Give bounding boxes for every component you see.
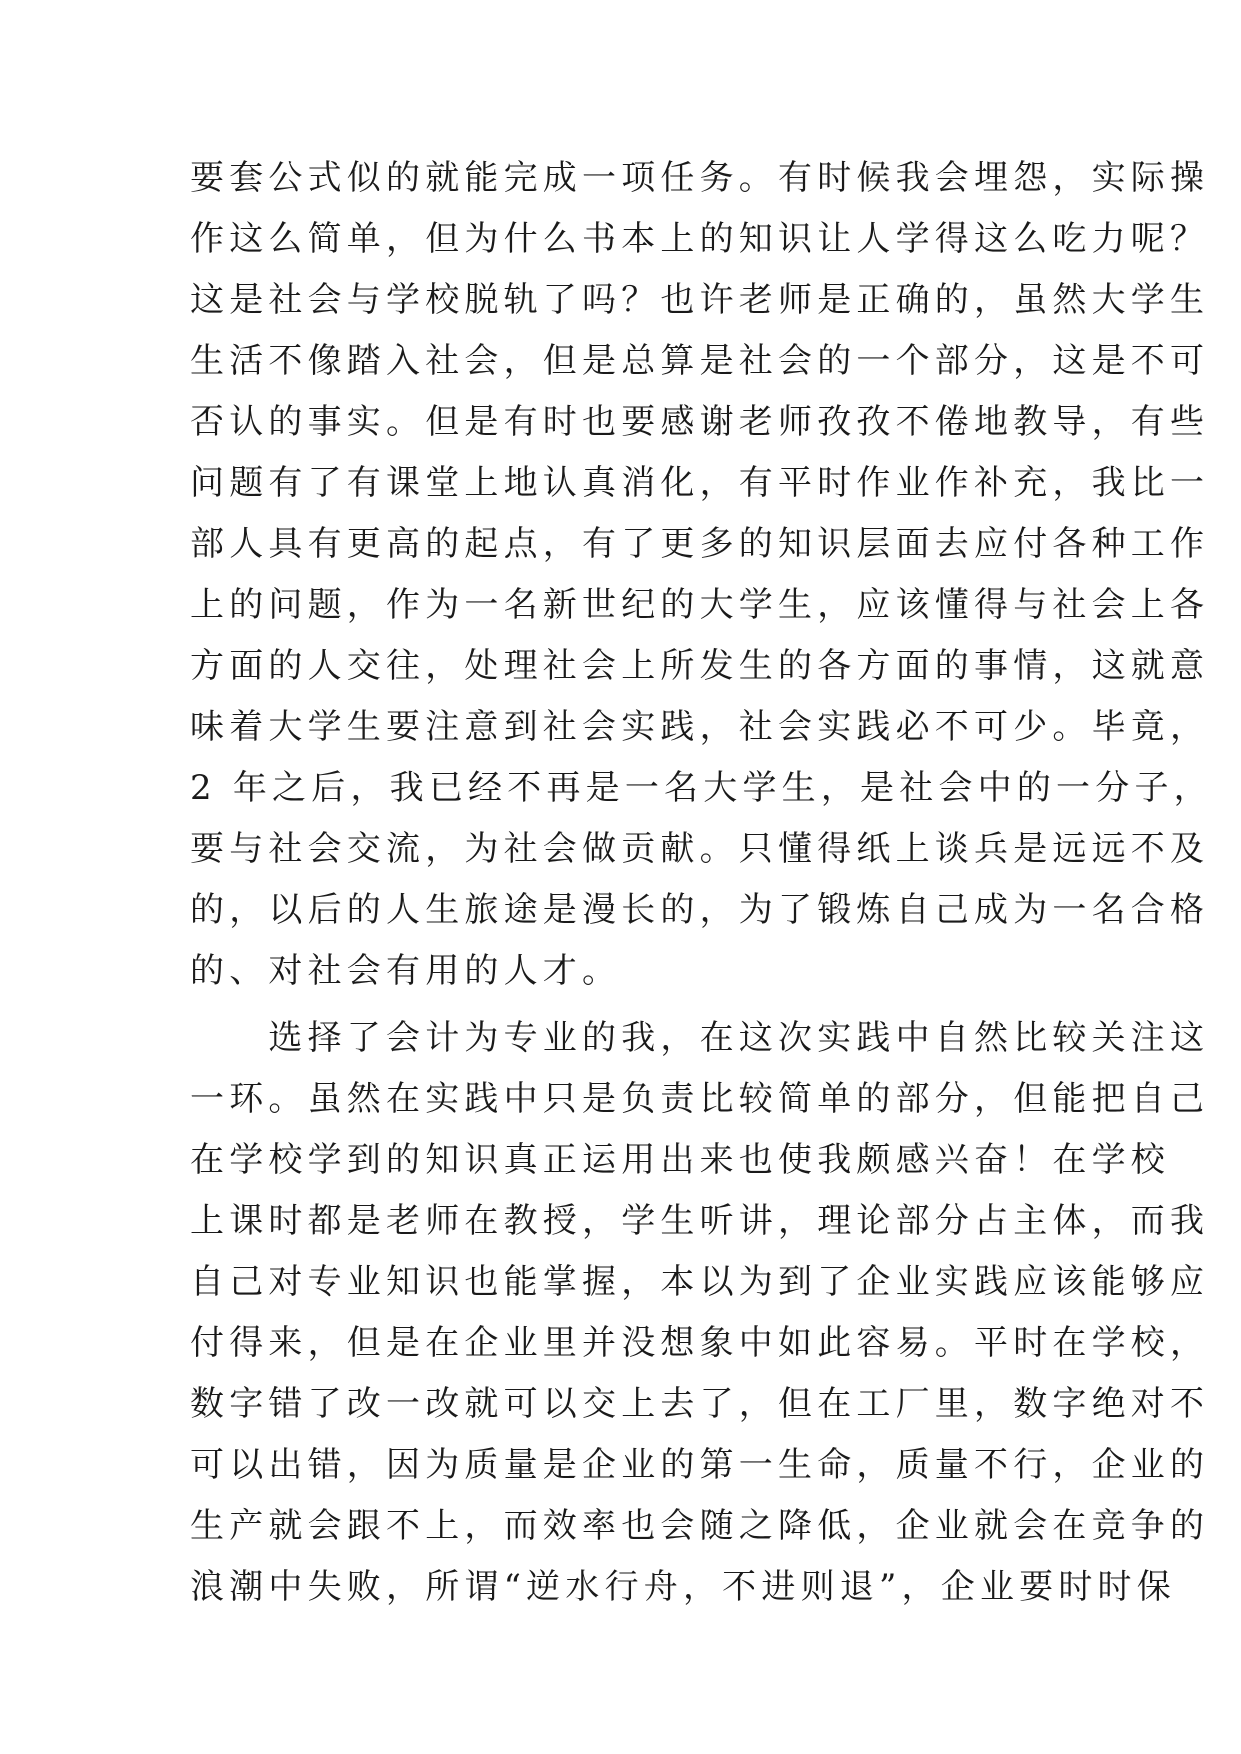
text-line: 2 年之后，我已经不再是一名大学生，是社会中的一分子， <box>190 768 1213 808</box>
paragraph <box>190 148 1213 1002</box>
text-line: 的、对社会有用的人才。 <box>190 951 622 991</box>
text-line: 付得来，但是在企业里并没想象中如此容易。平时在学校， <box>190 1323 1210 1363</box>
text-line: 否认的事实。但是有时也要感谢老师孜孜不倦地教导，有些 <box>190 402 1210 442</box>
text-line: 自己对专业知识也能掌握，本以为到了企业实践应该能够应 <box>190 1262 1210 1302</box>
text-line: 在学校学到的知识真正运用出来也使我颇感兴奋！在学校 <box>190 1140 1170 1180</box>
text-line: 选择了会计为专业的我，在这次实践中自然比较关注这 <box>190 1018 1210 1058</box>
text-line: 这是社会与学校脱轨了吗？也许老师是正确的，虽然大学生 <box>190 280 1210 320</box>
text-line: 上课时都是老师在教授，学生听讲，理论部分占主体，而我 <box>190 1201 1210 1241</box>
text-line: 上的问题，作为一名新世纪的大学生，应该懂得与社会上各 <box>190 585 1210 625</box>
text-line: 浪潮中失败，所谓“逆水行舟，不进则退”，企业要时时保 <box>190 1567 1176 1607</box>
text-line: 问题有了有课堂上地认真消化，有平时作业作补充，我比一 <box>190 463 1210 503</box>
text-line: 生活不像踏入社会，但是总算是社会的一个部分，这是不可 <box>190 341 1210 381</box>
paragraph <box>190 1008 1210 1618</box>
text-line: 生产就会跟不上，而效率也会随之降低，企业就会在竞争的 <box>190 1506 1210 1546</box>
body-text <box>190 148 1213 1618</box>
text-line: 要与社会交流，为社会做贡献。只懂得纸上谈兵是远远不及 <box>190 829 1210 869</box>
text-line: 味着大学生要注意到社会实践，社会实践必不可少。毕竟， <box>190 707 1210 747</box>
text-line: 一环。虽然在实践中只是负责比较简单的部分，但能把自己 <box>190 1079 1210 1119</box>
text-line: 作这么简单，但为什么书本上的知识让人学得这么吃力呢？ <box>190 219 1210 259</box>
text-line: 要套公式似的就能完成一项任务。有时候我会埋怨，实际操 <box>190 158 1210 198</box>
text-line: 的，以后的人生旅途是漫长的，为了锻炼自己成为一名合格 <box>190 890 1210 930</box>
text-line: 方面的人交往，处理社会上所发生的各方面的事情，这就意 <box>190 646 1210 686</box>
text-line: 可以出错，因为质量是企业的第一生命，质量不行，企业的 <box>190 1445 1210 1485</box>
text-line: 部人具有更高的起点，有了更多的知识层面去应付各种工作 <box>190 524 1210 564</box>
text-line: 数字错了改一改就可以交上去了，但在工厂里，数字绝对不 <box>190 1384 1210 1424</box>
